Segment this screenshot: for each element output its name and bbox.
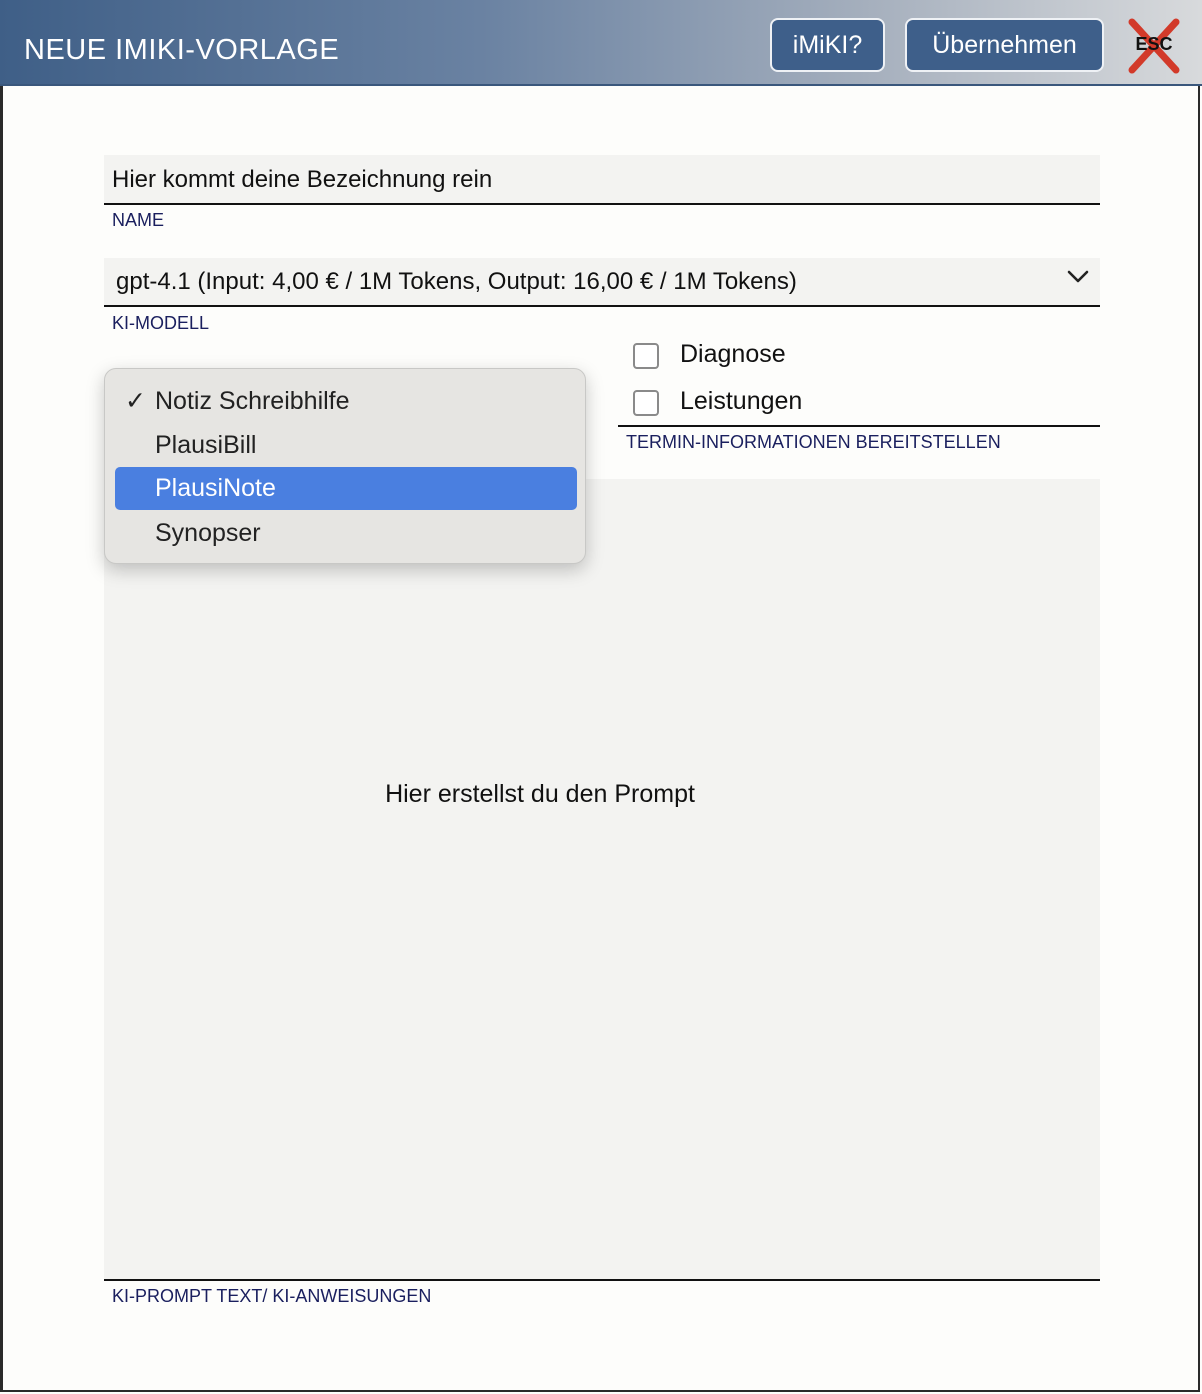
dialog-title: NEUE IMIKI-VORLAGE (24, 34, 340, 66)
diagnose-label: Diagnose (680, 340, 786, 368)
menu-item-label: PlausiNote (155, 474, 276, 502)
esc-label: ESC (1135, 34, 1173, 54)
name-underline (104, 203, 1100, 205)
leistungen-label: Leistungen (680, 387, 803, 415)
model-underline (104, 305, 1100, 307)
imiki-help-button[interactable]: iMiKI? (770, 18, 885, 72)
menu-item-notiz-schreibhilfe[interactable] (115, 380, 577, 423)
appointment-info-caption: TERMIN-INFORMATIONEN BEREITSTELLEN (626, 432, 1001, 452)
template-type-menu (104, 368, 586, 564)
menu-item-plausinote[interactable] (115, 467, 577, 510)
chevron-down-icon[interactable] (1066, 268, 1090, 284)
name-caption: NAME (112, 210, 165, 230)
prompt-placeholder: Hier erstellst du den Prompt (385, 780, 695, 808)
prompt-underline (104, 1279, 1100, 1281)
menu-item-label: Notiz Schreibhilfe (155, 387, 350, 415)
leistungen-checkbox[interactable] (633, 390, 659, 416)
checkmark-icon: ✓ (125, 387, 146, 415)
title-bar (0, 0, 1202, 86)
appointment-info-underline (618, 425, 1100, 427)
menu-item-plausibill[interactable] (115, 424, 577, 467)
menu-item-label: PlausiBill (155, 431, 257, 459)
apply-button[interactable]: Übernehmen (905, 18, 1104, 72)
esc-close-button[interactable] (1124, 18, 1184, 74)
model-caption: KI-MODELL (112, 313, 210, 333)
prompt-caption: KI-PROMPT TEXT/ KI-ANWEISUNGEN (112, 1286, 432, 1306)
menu-item-synopser[interactable] (115, 512, 577, 555)
menu-item-label: Synopser (155, 519, 261, 547)
name-input-value: Hier kommt deine Bezeichnung rein (112, 166, 493, 193)
model-select-value: gpt-4.1 (Input: 4,00 € / 1M Tokens, Output: 16,00 € / 1M Tokens) (116, 268, 797, 295)
prompt-textarea[interactable] (104, 479, 1100, 1279)
diagnose-checkbox[interactable] (633, 343, 659, 369)
